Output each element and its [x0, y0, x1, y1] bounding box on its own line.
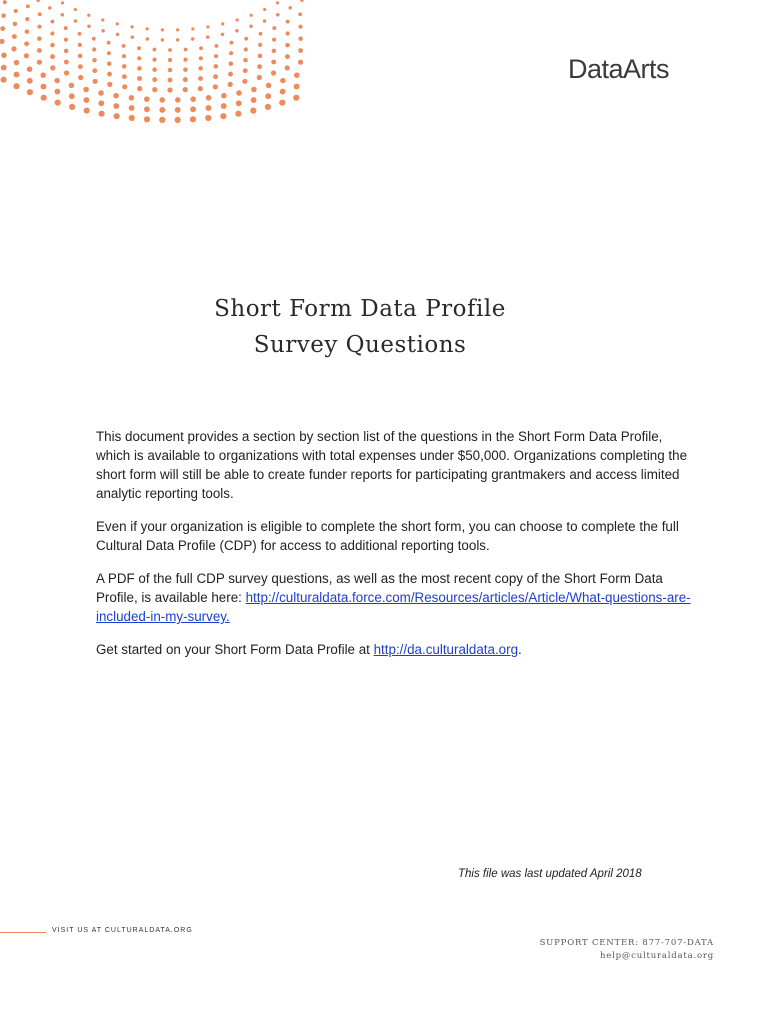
- decorative-dot: [161, 38, 165, 42]
- decorative-dot: [50, 43, 55, 48]
- decorative-dot: [183, 67, 188, 72]
- decorative-dot: [266, 83, 272, 89]
- decorative-dot: [183, 87, 188, 92]
- decorative-dot: [137, 86, 142, 91]
- decorative-dot: [40, 84, 46, 90]
- decorative-dot: [1, 53, 7, 59]
- decorative-dot: [152, 77, 157, 82]
- get-started-period: .: [518, 642, 522, 657]
- decorative-dot: [257, 75, 262, 80]
- decorative-dot: [78, 64, 83, 69]
- decorative-dot: [54, 89, 60, 95]
- decorative-dot: [14, 72, 20, 78]
- decorative-dot: [64, 70, 69, 75]
- decorative-dot: [280, 78, 286, 84]
- decorative-dot: [27, 66, 33, 72]
- support-center-block: [540, 937, 714, 963]
- decorative-dot: [24, 53, 29, 58]
- footer-accent-rule: [0, 932, 46, 933]
- decorative-dot: [92, 58, 97, 63]
- decorative-dot: [214, 54, 218, 58]
- eligibility-paragraph: Even if your organization is eligible to complete the short form, you can choose to complete the full Cultural Data Profile (CDP) for access to additional reporting tools.: [96, 519, 679, 553]
- decorative-dot: [236, 100, 242, 106]
- footer-visit-text: VISIT US AT CULTURALDATA.ORG: [52, 927, 193, 934]
- decorative-dot: [122, 64, 127, 69]
- decorative-dot: [92, 37, 96, 41]
- decorative-dot: [258, 43, 262, 47]
- decorative-dot: [101, 29, 105, 33]
- dataarts-logo: DataArts: [568, 54, 670, 84]
- decorative-dot: [61, 13, 65, 17]
- decorative-dot: [50, 65, 55, 70]
- decorative-dot: [27, 78, 33, 84]
- decorative-dot: [205, 115, 211, 121]
- decorative-dot: [243, 68, 248, 73]
- decorative-dot: [198, 86, 203, 91]
- decorative-dot: [26, 4, 30, 8]
- decorative-dot: [74, 19, 78, 23]
- decorative-dot: [229, 61, 234, 66]
- decorative-dot: [137, 46, 141, 50]
- decorative-dot: [235, 29, 239, 33]
- decorative-dot: [64, 60, 69, 65]
- decorative-dot: [40, 72, 46, 78]
- decorative-dot: [27, 89, 33, 95]
- decorative-dot: [83, 97, 89, 103]
- decorative-dot: [107, 51, 111, 55]
- decorative-dot: [168, 68, 173, 73]
- pdf-paragraph-text: A PDF of the full CDP survey questions, as well as the most recent copy of the Short Form Data Profile, is available here:: [96, 571, 663, 605]
- decorative-dot: [50, 31, 54, 35]
- decorative-dot: [258, 54, 263, 59]
- decorative-dot: [122, 84, 127, 89]
- decorative-dot: [113, 103, 119, 109]
- decorative-dot: [54, 78, 60, 84]
- decorative-dot: [152, 67, 157, 72]
- decorative-dot: [129, 105, 135, 111]
- decorative-dot: [199, 46, 203, 50]
- decorative-dot: [183, 77, 188, 82]
- decorative-dot: [175, 117, 181, 123]
- decorative-dot: [69, 93, 75, 99]
- decorative-dot: [176, 28, 179, 31]
- decorative-dot: [122, 54, 126, 58]
- decorative-dot: [131, 25, 134, 28]
- decorative-dot: [107, 82, 112, 87]
- decorative-dot: [144, 106, 150, 112]
- decorative-dot: [175, 97, 181, 103]
- decorative-dot: [221, 33, 225, 37]
- decorative-dot: [69, 104, 75, 110]
- decorative-dot: [251, 97, 257, 103]
- decorative-dot: [161, 28, 164, 31]
- decorative-dot: [271, 60, 276, 65]
- decorative-dot: [98, 100, 104, 106]
- decorative-dot: [99, 111, 105, 117]
- get-started-paragraph: [96, 640, 696, 659]
- decorative-dot: [144, 96, 150, 102]
- decorative-dot: [0, 26, 5, 31]
- decorative-dot: [229, 41, 233, 45]
- decorative-dot: [228, 72, 233, 77]
- decorative-dot: [298, 36, 303, 41]
- decorative-dot: [13, 22, 18, 27]
- decorative-dot: [221, 22, 224, 25]
- decorative-dot: [249, 25, 253, 29]
- decorative-dot: [244, 37, 248, 41]
- decorative-dot: [221, 103, 227, 109]
- decorative-dot: [144, 116, 150, 122]
- decorative-dot: [168, 48, 172, 52]
- support-email: help@culturaldata.org: [600, 951, 714, 961]
- decorative-dot: [13, 83, 19, 89]
- decorative-dot: [87, 14, 90, 17]
- decorative-dot: [294, 72, 300, 78]
- decorative-dot: [276, 1, 279, 4]
- decorative-dot: [50, 20, 54, 24]
- decorative-dot: [78, 75, 83, 80]
- decorative-dot: [271, 70, 276, 75]
- decorative-dot: [107, 72, 112, 77]
- decorative-dot: [98, 90, 104, 96]
- decorative-dot: [137, 66, 142, 71]
- decorative-dot: [152, 87, 157, 92]
- decorative-dot: [221, 93, 227, 99]
- decorative-dot: [78, 54, 83, 59]
- decorative-dot: [122, 74, 127, 79]
- decorative-dot: [191, 37, 195, 41]
- get-started-text: Get started on your Short Form Data Profile at: [96, 642, 374, 657]
- survey-questions-link[interactable]: http://culturaldata.force.com/Resources/articles/Article/What-questions-are-included-in-my-survey.: [96, 590, 691, 624]
- decorative-dot: [190, 96, 196, 102]
- decorative-dot: [235, 111, 241, 117]
- decorative-dot: [37, 48, 42, 53]
- decorative-dot: [25, 17, 29, 21]
- decorative-dot: [137, 76, 142, 81]
- decorative-dot: [257, 64, 262, 69]
- decorative-dot: [12, 34, 17, 39]
- decorative-dot: [92, 47, 96, 51]
- decorative-dot: [293, 95, 299, 101]
- decorative-dot: [298, 12, 302, 16]
- decorative-dot: [14, 60, 20, 66]
- decorative-dot: [168, 58, 172, 62]
- decorative-dot: [41, 95, 47, 101]
- decorative-dot: [298, 48, 303, 53]
- decorative-dot: [69, 83, 75, 89]
- decorative-dot: [92, 68, 97, 73]
- decorative-dot: [1, 77, 7, 83]
- decorative-dot: [137, 56, 141, 60]
- decorative-dot: [250, 14, 253, 17]
- decorative-dot: [298, 25, 302, 29]
- decorative-dot: [107, 41, 111, 45]
- decorative-dot: [24, 41, 29, 46]
- intro-paragraph: This document provides a section by section list of the questions in the Short Form Data Profile, which is available to organizations with total expenses under $50,000. Organizations completing the short form will still be able to create funder reports for participating grantmakers and access limited analytic reporting tools.: [96, 429, 688, 501]
- document-title-line2: Survey Questions: [253, 332, 467, 358]
- decorative-dot: [114, 113, 120, 119]
- decorative-dot: [191, 27, 194, 30]
- decorative-dot: [78, 32, 82, 36]
- document-title-line1: Short Form Data Profile: [214, 296, 506, 322]
- decorative-dot: [93, 79, 98, 84]
- decorative-dot: [213, 84, 218, 89]
- decorative-dot: [64, 49, 69, 54]
- decorative-dot: [1, 65, 7, 71]
- decorative-dot: [228, 82, 233, 87]
- decorative-dot: [107, 61, 112, 66]
- decorative-dot: [206, 25, 209, 28]
- pdf-paragraph: [96, 569, 696, 626]
- decorative-dot: [176, 38, 180, 42]
- decorative-dot: [285, 43, 290, 48]
- decorative-dot: [229, 51, 233, 55]
- decorative-dot: [159, 107, 165, 113]
- decorative-dot: [251, 87, 257, 93]
- decorative-dot: [244, 47, 248, 51]
- decorative-dot: [286, 20, 290, 24]
- decorative-dot: [0, 39, 5, 44]
- decorative-dot: [122, 44, 126, 48]
- decorative-dot: [236, 90, 242, 96]
- decorative-dot: [11, 46, 16, 51]
- decorative-dot: [286, 31, 290, 35]
- decorative-dot: [298, 60, 303, 65]
- profile-link[interactable]: http://da.culturaldata.org: [373, 642, 519, 657]
- decorative-dot: [48, 6, 52, 10]
- decorative-dot: [300, 0, 304, 2]
- decorative-dot: [50, 54, 55, 59]
- decorative-dot: [263, 8, 266, 11]
- decorative-dot: [38, 12, 42, 16]
- decorative-dot: [272, 49, 277, 54]
- decorative-dot: [159, 97, 165, 103]
- decorative-dot: [37, 25, 41, 29]
- decorative-dot: [1, 13, 6, 18]
- decorative-dot: [272, 26, 276, 30]
- decorative-dot: [78, 43, 82, 47]
- decorative-dot: [198, 76, 203, 81]
- decorative-dot: [263, 19, 267, 23]
- decorative-dot: [152, 48, 156, 52]
- decorative-dot: [190, 116, 196, 122]
- decorative-dot: [205, 105, 211, 111]
- decorative-dot: [250, 108, 256, 114]
- decorative-dot: [14, 9, 18, 13]
- decorative-dot: [220, 113, 226, 119]
- decorative-dot: [113, 93, 119, 99]
- last-updated-note: This file was last updated April 2018: [458, 868, 642, 880]
- decorative-dot: [184, 48, 188, 52]
- decorative-dot: [236, 18, 239, 21]
- decorative-dot: [152, 58, 156, 62]
- decorative-dot: [116, 33, 120, 37]
- decorative-dot: [87, 25, 91, 29]
- decorative-dot: [276, 13, 280, 17]
- decorative-dot: [198, 66, 203, 71]
- decorative-dot: [294, 84, 300, 90]
- decorative-dot: [37, 36, 42, 41]
- decorative-dot: [168, 78, 173, 83]
- decorative-dot-arc: [0, 0, 310, 130]
- decorative-dot: [3, 0, 7, 4]
- decorative-dot: [146, 27, 149, 30]
- decorative-dot: [265, 104, 271, 110]
- decorative-dot: [64, 38, 68, 42]
- decorative-dot: [116, 22, 119, 25]
- decorative-dot: [36, 0, 40, 2]
- decorative-dot: [55, 100, 61, 106]
- decorative-dot: [175, 107, 181, 113]
- decorative-dot: [259, 32, 263, 36]
- decorative-dot: [214, 44, 218, 48]
- decorative-dot: [288, 6, 292, 10]
- support-center-phone: SUPPORT CENTER: 877-707-DATA: [539, 938, 714, 948]
- decorative-dot: [131, 35, 135, 39]
- decorative-dot: [83, 87, 89, 93]
- decorative-dot: [146, 37, 150, 41]
- decorative-dot: [265, 93, 271, 99]
- decorative-dot: [159, 117, 165, 123]
- decorative-dot: [74, 8, 77, 11]
- decorative-dot: [25, 29, 30, 34]
- decorative-dot: [280, 89, 286, 95]
- decorative-dot: [61, 1, 64, 4]
- decorative-dot: [199, 56, 203, 60]
- decorative-dot: [285, 54, 290, 59]
- decorative-dot: [84, 108, 90, 114]
- decorative-dot: [101, 18, 104, 21]
- decorative-dot: [167, 87, 172, 92]
- decorative-dot: [129, 115, 135, 121]
- decorative-dot: [242, 79, 247, 84]
- decorative-dot: [64, 26, 68, 30]
- decorative-dot: [213, 74, 218, 79]
- decorative-dot: [272, 38, 276, 42]
- decorative-dot: [285, 65, 290, 70]
- decorative-dot: [243, 58, 248, 63]
- decorative-dot: [214, 64, 219, 69]
- document-body: [96, 427, 696, 673]
- decorative-dot: [129, 95, 135, 101]
- decorative-dot: [190, 106, 196, 112]
- decorative-dot: [206, 95, 212, 101]
- decorative-dot: [206, 35, 210, 39]
- decorative-dot: [183, 58, 187, 62]
- decorative-dot: [37, 60, 42, 65]
- decorative-dot: [279, 100, 285, 106]
